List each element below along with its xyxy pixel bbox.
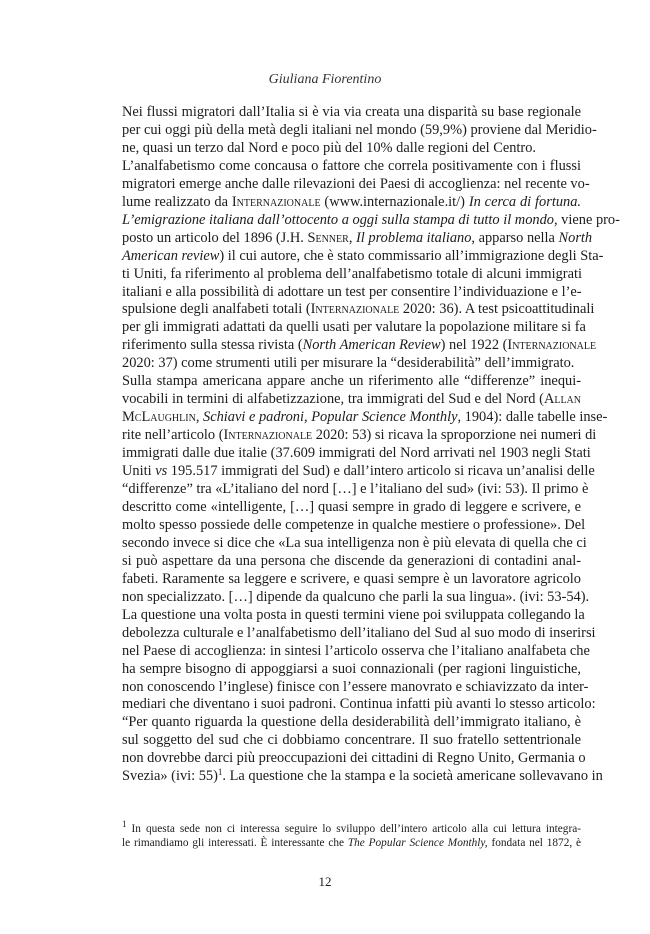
text-line: non conoscendo l’inglese) finisce con l’essere manovrato e schiavizzato da inter-	[122, 678, 589, 695]
text-line: non dovrebbe darci più preoccupazioni dei cittadini di Regno Unito, Germania o	[122, 750, 586, 767]
text-line: “Per quanto riguarda la questione della desiderabilità dell’immigrato italiano, è	[122, 714, 581, 731]
text-line: ha sempre bisogno di appoggiarsi a suoi connazionali (per ragioni linguistiche,	[122, 660, 581, 677]
text-line: per cui oggi più della metà degli italiani nel mondo (59,9%) proviene dal Meridio-	[122, 121, 597, 138]
body-text	[101, 104, 620, 786]
paragraph	[101, 104, 597, 158]
text-line: La questione una volta posta in questi termini viene poi sviluppata collegando la	[122, 606, 585, 623]
text-line: ti Uniti, fa riferimento al problema dell’analfabetismo totale di alcuni immigrati	[122, 265, 582, 282]
text-line: nel Paese di accoglienza: in sintesi l’articolo osserva che l’italiano analfabeta che	[122, 642, 590, 659]
running-header: Giuliana Fiorentino	[268, 72, 382, 87]
paragraph	[101, 157, 620, 373]
text-line: Uniti vs 195.517 immigrati del Sud) e dall’intero articolo si ricava un’analisi delle	[122, 463, 595, 480]
text-line: rite nell’articolo (Internazionale 2020: 53) si ricava la sproporzione nei numeri di	[122, 427, 597, 444]
footnote-line: le rimandiamo gli interessati. È interessante che The Popular Science Monthly, fondata nel 1872, è	[122, 837, 581, 850]
text-line: Sulla stampa americana appare anche un riferimento alle “differenze” inequi-	[122, 373, 581, 390]
text-line: 2020: 37) come strumenti utili per misurare la “desiderabilità” dell’immigrato.	[122, 355, 575, 372]
footnote	[101, 819, 581, 851]
text-line: mediari che diventano i suoi padroni. Continua infatti più avanti lo stesso articolo:	[122, 696, 596, 713]
footnote-line: $^1$ In questa sede non ci interessa seguire lo sviluppo dell’intero articolo alla cui lettura integra-	[122, 819, 581, 835]
text-line: si può aspettare da una persona che discende da generazioni di contadini anal-	[122, 552, 581, 569]
text-line: secondo invece si dice che «La sua intelligenza non è più elevata di quella che ci	[122, 534, 587, 551]
text-line: L’emigrazione italiana dall’ottocento a oggi sulla stampa di tutto il mondo, viene pro-	[122, 211, 620, 228]
text-line: riferimento sulla stessa rivista (North American Review) nel 1922 (Internazionale	[122, 337, 597, 354]
text-line: McLaughlin, Schiavi e padroni, Popular Science Monthly, 1904): dalle tabelle inse-	[122, 409, 608, 426]
page-number: 12	[318, 874, 332, 889]
text-line: sul soggetto del sud che ci dobbiamo concentrare. Il suo fratello settentrionale	[122, 732, 581, 749]
text-line: non specializzato. […] dipende da qualcuno che parli la sua lingua». (ivi: 53-54).	[122, 588, 590, 605]
text-line: vocabili in termini di alfabetizzazione, tra immigrati del Sud e del Nord (Allan	[122, 391, 581, 408]
text-line: Svezia» (ivi: 55)$^1$. La questione che la stampa e la società americane sollevavano in	[122, 767, 603, 785]
text-line: lume realizzato da Internazionale (www.internazionale.it/) In cerca di fortuna.	[122, 193, 582, 210]
text-line: descritto come «intelligente, […] quasi sempre in grado di leggere e scrivere, e	[122, 498, 581, 515]
text-line: ne, quasi un terzo dal Nord e poco più del 10% dalle regioni del Centro.	[122, 139, 537, 156]
text-line: per gli immigrati adattati da quelli usati per valutare la popolazione militare si fa	[122, 319, 586, 336]
text-line: immigrati dalle due italie (37.609 immigrati del Nord arrivati nel 1903 negli Stati	[122, 445, 591, 462]
text-line: italiani e alla possibilità di adottare un test per consentire l’individuazione e l’e-	[122, 283, 582, 300]
text-line: “differenze” tra «L’italiano del nord […] e l’italiano del sud» (ivi: 53). Il primo è	[122, 481, 589, 498]
text-line: fabeti. Raramente sa leggere e scrivere, e quasi sempre è un lavoratore agricolo	[122, 570, 581, 587]
text-line: Nei flussi migratori dall’Italia si è via via creata una disparità su base regionale	[122, 104, 581, 120]
text-line: L’analfabetismo come concausa o fattore che correla positivamente con i flussi	[122, 157, 581, 174]
paragraph	[101, 373, 608, 786]
footnotes	[101, 819, 581, 851]
text-line: molto spesso possiede delle competenze in qualche mestiere o professione». Del	[122, 516, 586, 533]
text-line: debolezza culturale e l’analfabetismo dell’italiano del Sud al suo modo di inserirsi	[122, 624, 596, 641]
text-line: American review) il cui autore, che è stato commissario all’immigrazione degli Sta-	[122, 247, 604, 264]
text-line: migratori emerge anche dalle rilevazioni dei Paesi di accoglienza: nel recente vo-	[122, 175, 590, 192]
text-line: posto un articolo del 1896 (J.H. Senner, Il problema italiano, apparso nella North	[122, 229, 593, 246]
text-line: spulsione degli analfabeti totali (Internazionale 2020: 36). A test psicoattitudinali	[122, 301, 595, 318]
